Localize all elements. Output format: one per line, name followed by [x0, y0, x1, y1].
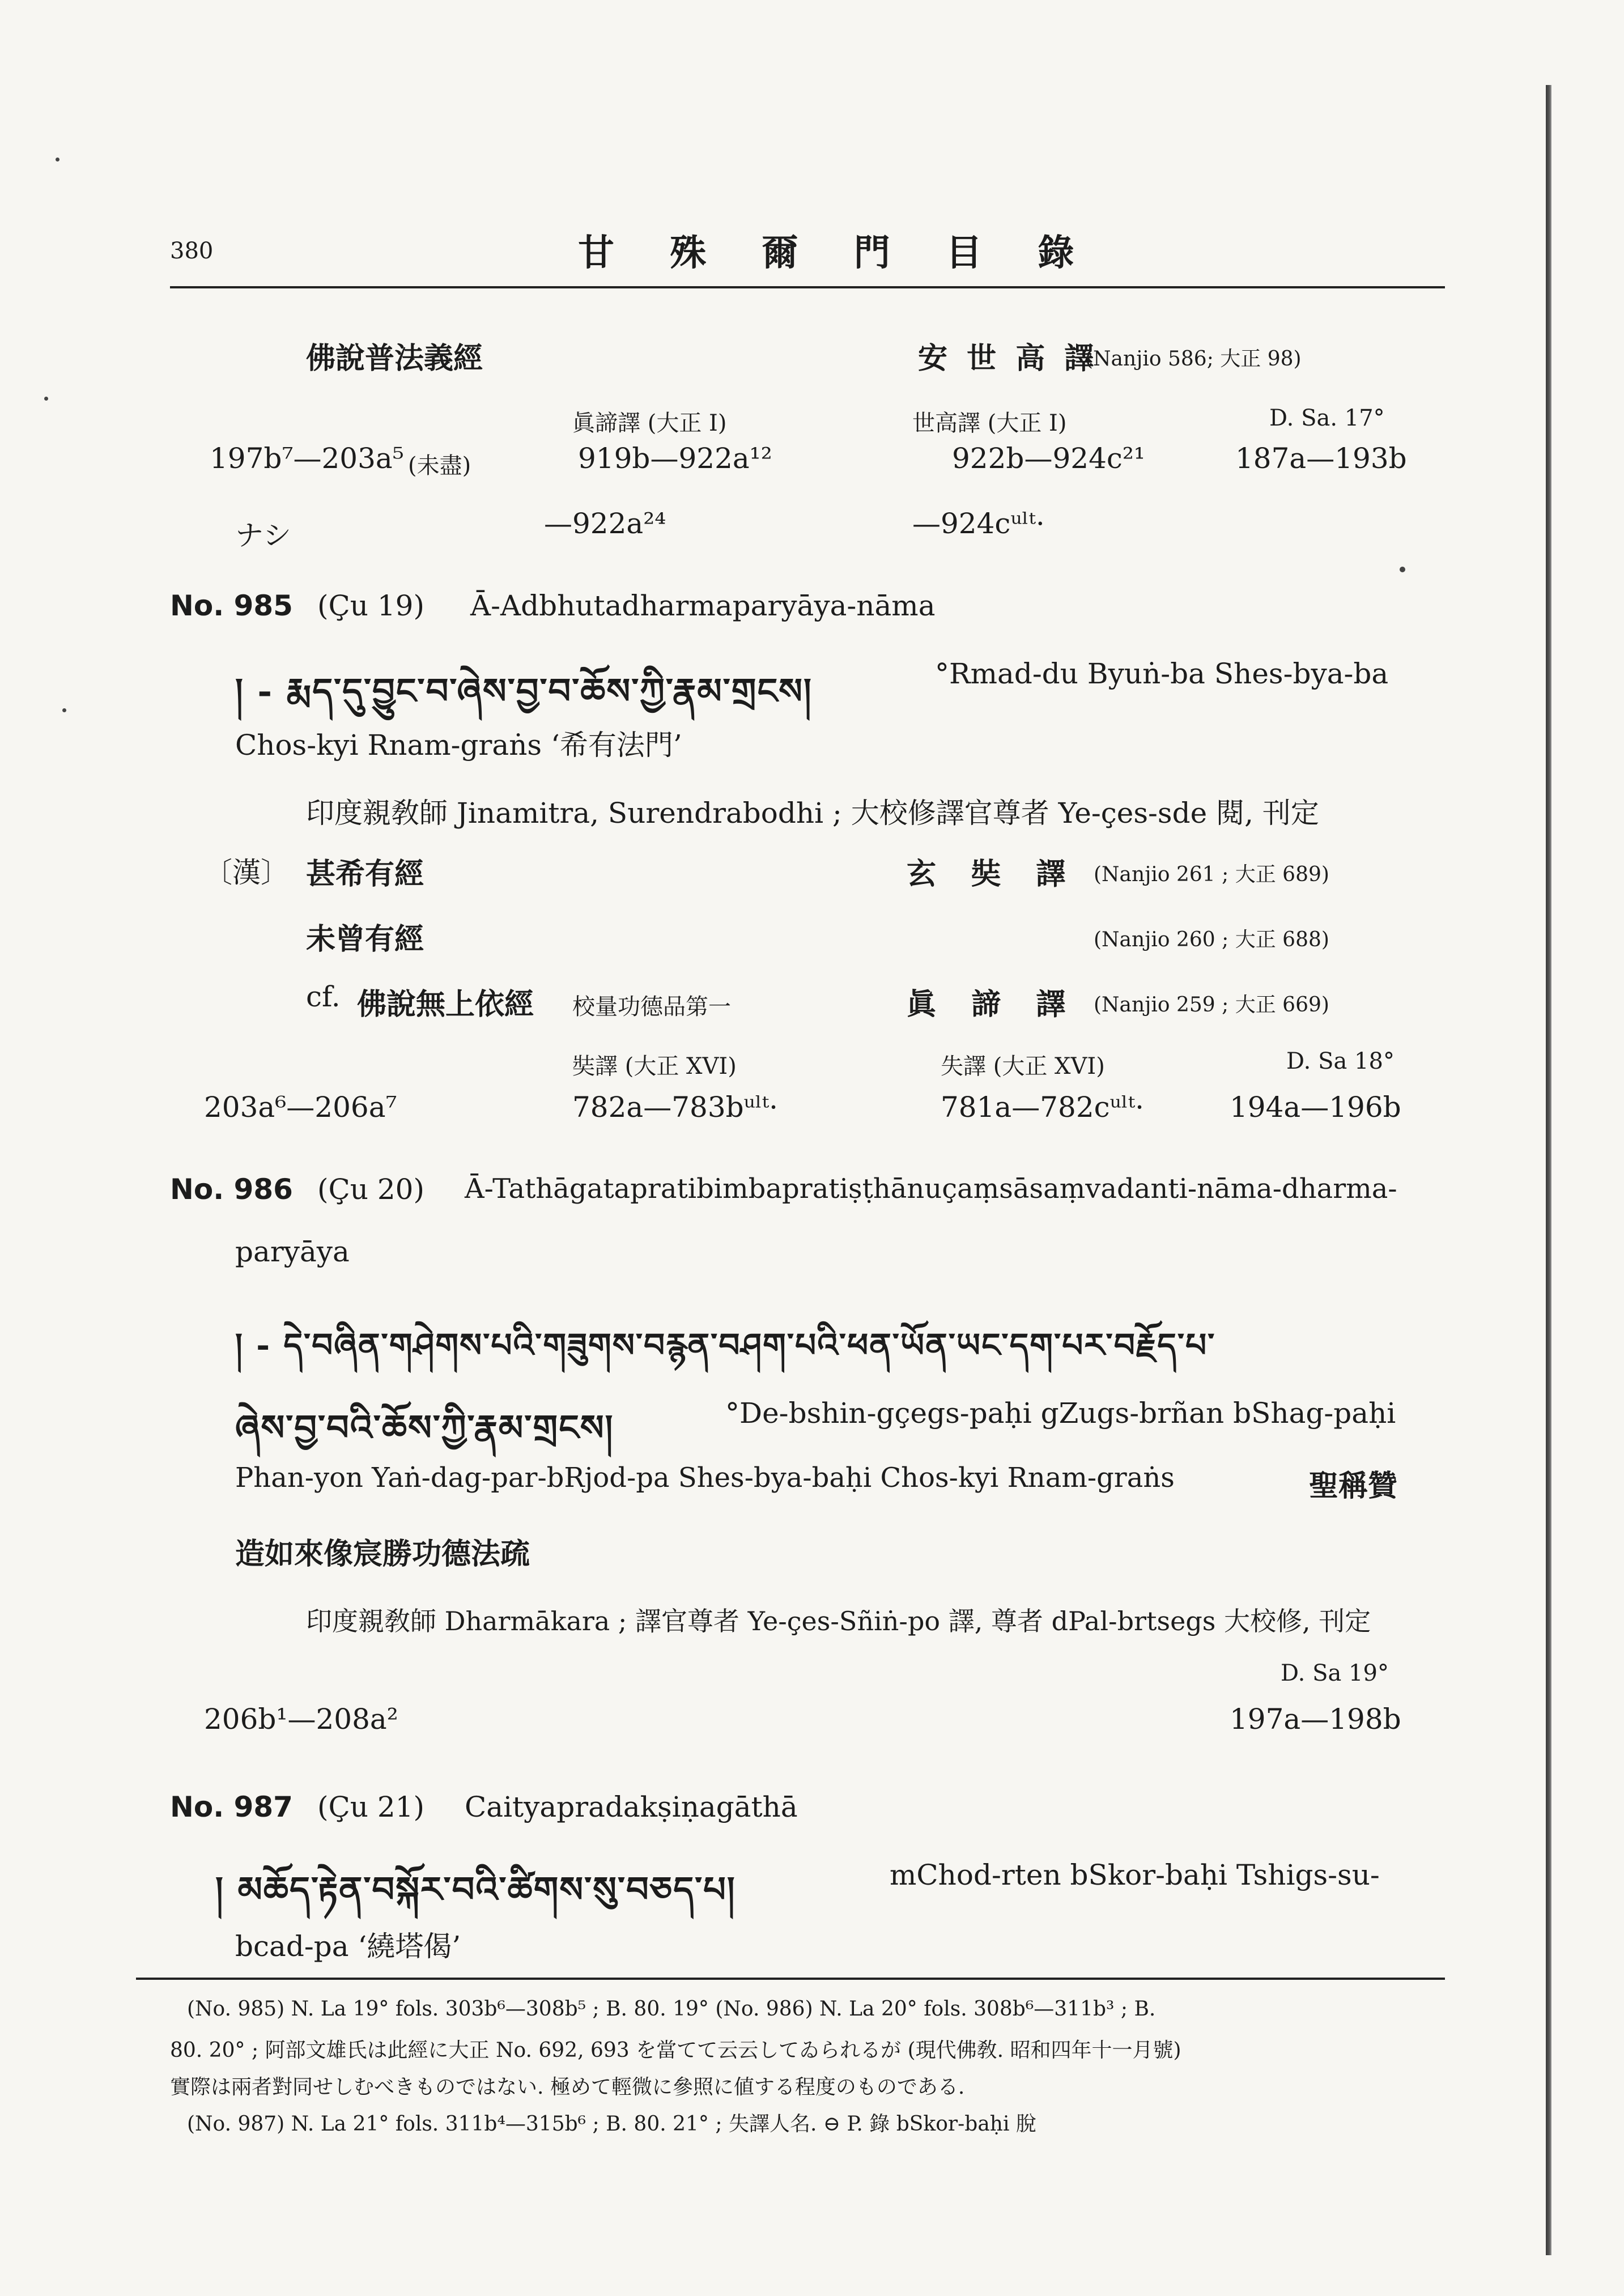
entry-985-tibetan: ། - རྨད་དུ་བྱུང་བ་ཞེས་བྱ་བ་ཆོས་ཀྱི་རྣམ་གྲངས།: [235, 670, 813, 712]
entry-986-tibetan-a: ། - དེ་བཞིན་གཤེགས་པའི་གཟུགས་བརྙན་བཤག་པའི་ཕན་ཡོན་ཡང་དག་པར་བརྗོད་པ་: [235, 1326, 1216, 1364]
entry-985-range-taisho-2: 781a—782cᵘˡᵗ·: [941, 1091, 1144, 1124]
entry-985-parallel-3-chapter: 校量功德品第一: [572, 994, 731, 1020]
entry-985-col-head-3: D. Sa 18°: [1286, 1048, 1395, 1074]
footnote-rule: [136, 1978, 1445, 1980]
entry-987-translit-a: mChod-rten bSkor-baḥi Tshigs-su-: [890, 1859, 1380, 1891]
prev-range-taisho-1: 919b—922a¹²: [578, 442, 772, 475]
scan-speck: [56, 158, 59, 161]
prev-col-head-1: 眞諦譯 (大正 I): [572, 410, 727, 436]
entry-986-translit-a: °De-bshin-gçegs-paḥi gZugs-brñan bShag-paḥi: [725, 1397, 1396, 1430]
footnote-line-3: 實際は兩者對同せしむべきものではない. 極めて輕微に參照に値する程度のものである.: [170, 2076, 965, 2099]
entry-986-sanskrit-a: Ā-Tathāgatapratibimbapratiṣṭhānuçaṃsāsaṃvadanti-nāma-dharma-: [465, 1173, 1397, 1205]
entry-985-han-label: 〔漢〕: [204, 856, 289, 889]
entry-985-parallel-1-ref: (Nanjio 261 ; 大正 689): [1094, 863, 1329, 886]
prev-range-sa: 197b⁷—203a⁵: [210, 442, 404, 475]
entry-986-col-head: D. Sa 19°: [1281, 1660, 1389, 1686]
header-rule: [170, 286, 1445, 288]
entry-985-cu: (Çu 19): [317, 589, 424, 622]
scan-speck: [1400, 567, 1405, 572]
scan-speck: [62, 708, 66, 712]
entry-986-cu: (Çu 20): [317, 1173, 424, 1206]
entry-986-number: No. 986: [170, 1173, 293, 1206]
entry-987-translit-b: bcad-pa ‘繞塔偈’: [235, 1930, 461, 1963]
entry-985-translit-b: Chos-kyi Rnam-graṅs ‘希有法門’: [235, 729, 682, 762]
entry-985-parallel-2-ref: (Nanjio 260 ; 大正 688): [1094, 928, 1329, 951]
prev-end-1: —922a²⁴: [544, 507, 666, 540]
entry-985-credits: 印度親敎師 Jinamitra, Surendrabodhi ; 大校修譯官尊者 Ye-çes-sde 閱, 刊定: [306, 797, 1319, 830]
entry-985-parallel-2-title: 未曾有經: [306, 922, 424, 956]
prev-title-cn: 佛說普法義經: [306, 341, 483, 376]
scan-edge-shadow: [1546, 85, 1551, 2255]
entry-985-parallel-1-translator: 玄 奘 譯: [907, 857, 1078, 891]
entry-986-range-derge: 197a—198b: [1230, 1703, 1401, 1736]
entry-986-translit-b: Phan-yon Yaṅ-dag-par-bRjod-pa Shes-bya-baḥi Chos-kyi Rnam-graṅs: [235, 1462, 1175, 1494]
entry-986-translit-b-cn: 聖稱贊: [1309, 1469, 1398, 1503]
entry-987-tibetan: ། མཆོད་རྟེན་བསྐོར་བའི་ཚིགས་སུ་བཅད་པ།: [215, 1869, 736, 1910]
entry-987-number: No. 987: [170, 1791, 293, 1823]
footnote-line-1: (No. 985) N. La 19° fols. 303b⁶—308b⁵ ; B. 80. 19° (No. 986) N. La 20° fols. 308b⁶—311b³ ; B.: [187, 1997, 1156, 2021]
entry-986-credits: 印度親敎師 Dharmākara ; 譯官尊者 Ye-çes-Sñiṅ-po 譯, 尊者 dPal-brtsegs 大校修, 刊定: [306, 1606, 1371, 1636]
entry-985-range-sa: 203a⁶—206a⁷: [204, 1091, 397, 1124]
entry-985-col-head-2: 失譯 (大正 XVI): [941, 1053, 1105, 1079]
entry-985-translit-a: °Rmad-du Byuṅ-ba Shes-bya-ba: [935, 657, 1389, 690]
prev-range-note: (未盡): [408, 453, 471, 479]
entry-985-parallel-3-ref: (Nanjio 259 ; 大正 669): [1094, 993, 1329, 1017]
entry-985-range-taisho-1: 782a—783bᵘˡᵗ·: [572, 1091, 778, 1124]
footnote-line-4: (No. 987) N. La 21° fols. 311b⁴—315b⁶ ; B. 80. 21° ; 失譯人名. ⊖ P. 錄 bSkor-baḥi 脫: [187, 2112, 1036, 2136]
prev-end-none: ナシ: [235, 519, 291, 552]
entry-985-col-head-1: 奘譯 (大正 XVI): [572, 1053, 737, 1079]
page-number: 380: [170, 238, 214, 264]
entry-987-sanskrit: Caityapradakṣiṇagāthā: [465, 1791, 798, 1823]
entry-985-range-derge: 194a—196b: [1230, 1091, 1401, 1124]
entry-985-number: No. 985: [170, 589, 293, 622]
prev-end-2: —924cᵘˡᵗ·: [912, 507, 1045, 540]
entry-985-parallel-3-title: 佛說無上依經: [357, 987, 534, 1022]
entry-986-sanskrit-b: paryāya: [235, 1235, 350, 1268]
prev-translator: 安 世 高 譯: [918, 341, 1099, 376]
scan-speck: [44, 397, 48, 401]
footnote-line-2: 80. 20° ; 阿部文雄氏は此經に大正 No. 692, 693 を當てて云云してゐられるが (現代佛敎. 昭和四年十一月號): [170, 2039, 1181, 2062]
prev-range-taisho-2: 922b—924c²¹: [952, 442, 1145, 475]
prev-col-head-2: 世高譯 (大正 I): [912, 410, 1067, 436]
entry-986-range-sa: 206b¹—208a²: [204, 1703, 398, 1736]
entry-987-cu: (Çu 21): [317, 1791, 424, 1823]
prev-translator-ref: (Nanjio 586; 大正 98): [1085, 347, 1302, 371]
entry-986-translit-c: 造如來像宸勝功德法疏: [235, 1537, 530, 1571]
entry-985-parallel-1-title: 甚希有經: [306, 857, 424, 891]
entry-985-cf: cf.: [306, 980, 341, 1013]
prev-col-head-3: D. Sa. 17°: [1269, 405, 1385, 431]
entry-985-parallel-3-translator: 眞 諦 譯: [907, 987, 1078, 1022]
running-title: 甘 殊 爾 門 目 錄: [578, 232, 1096, 274]
entry-985-sanskrit: Ā-Adbhutadharmaparyāya-nāma: [470, 589, 936, 622]
prev-range-derge: 187a—193b: [1235, 442, 1407, 475]
entry-986-tibetan-b: ཞེས་བྱ་བའི་ཆོས་ཀྱི་རྣམ་གྲངས།: [235, 1407, 614, 1448]
